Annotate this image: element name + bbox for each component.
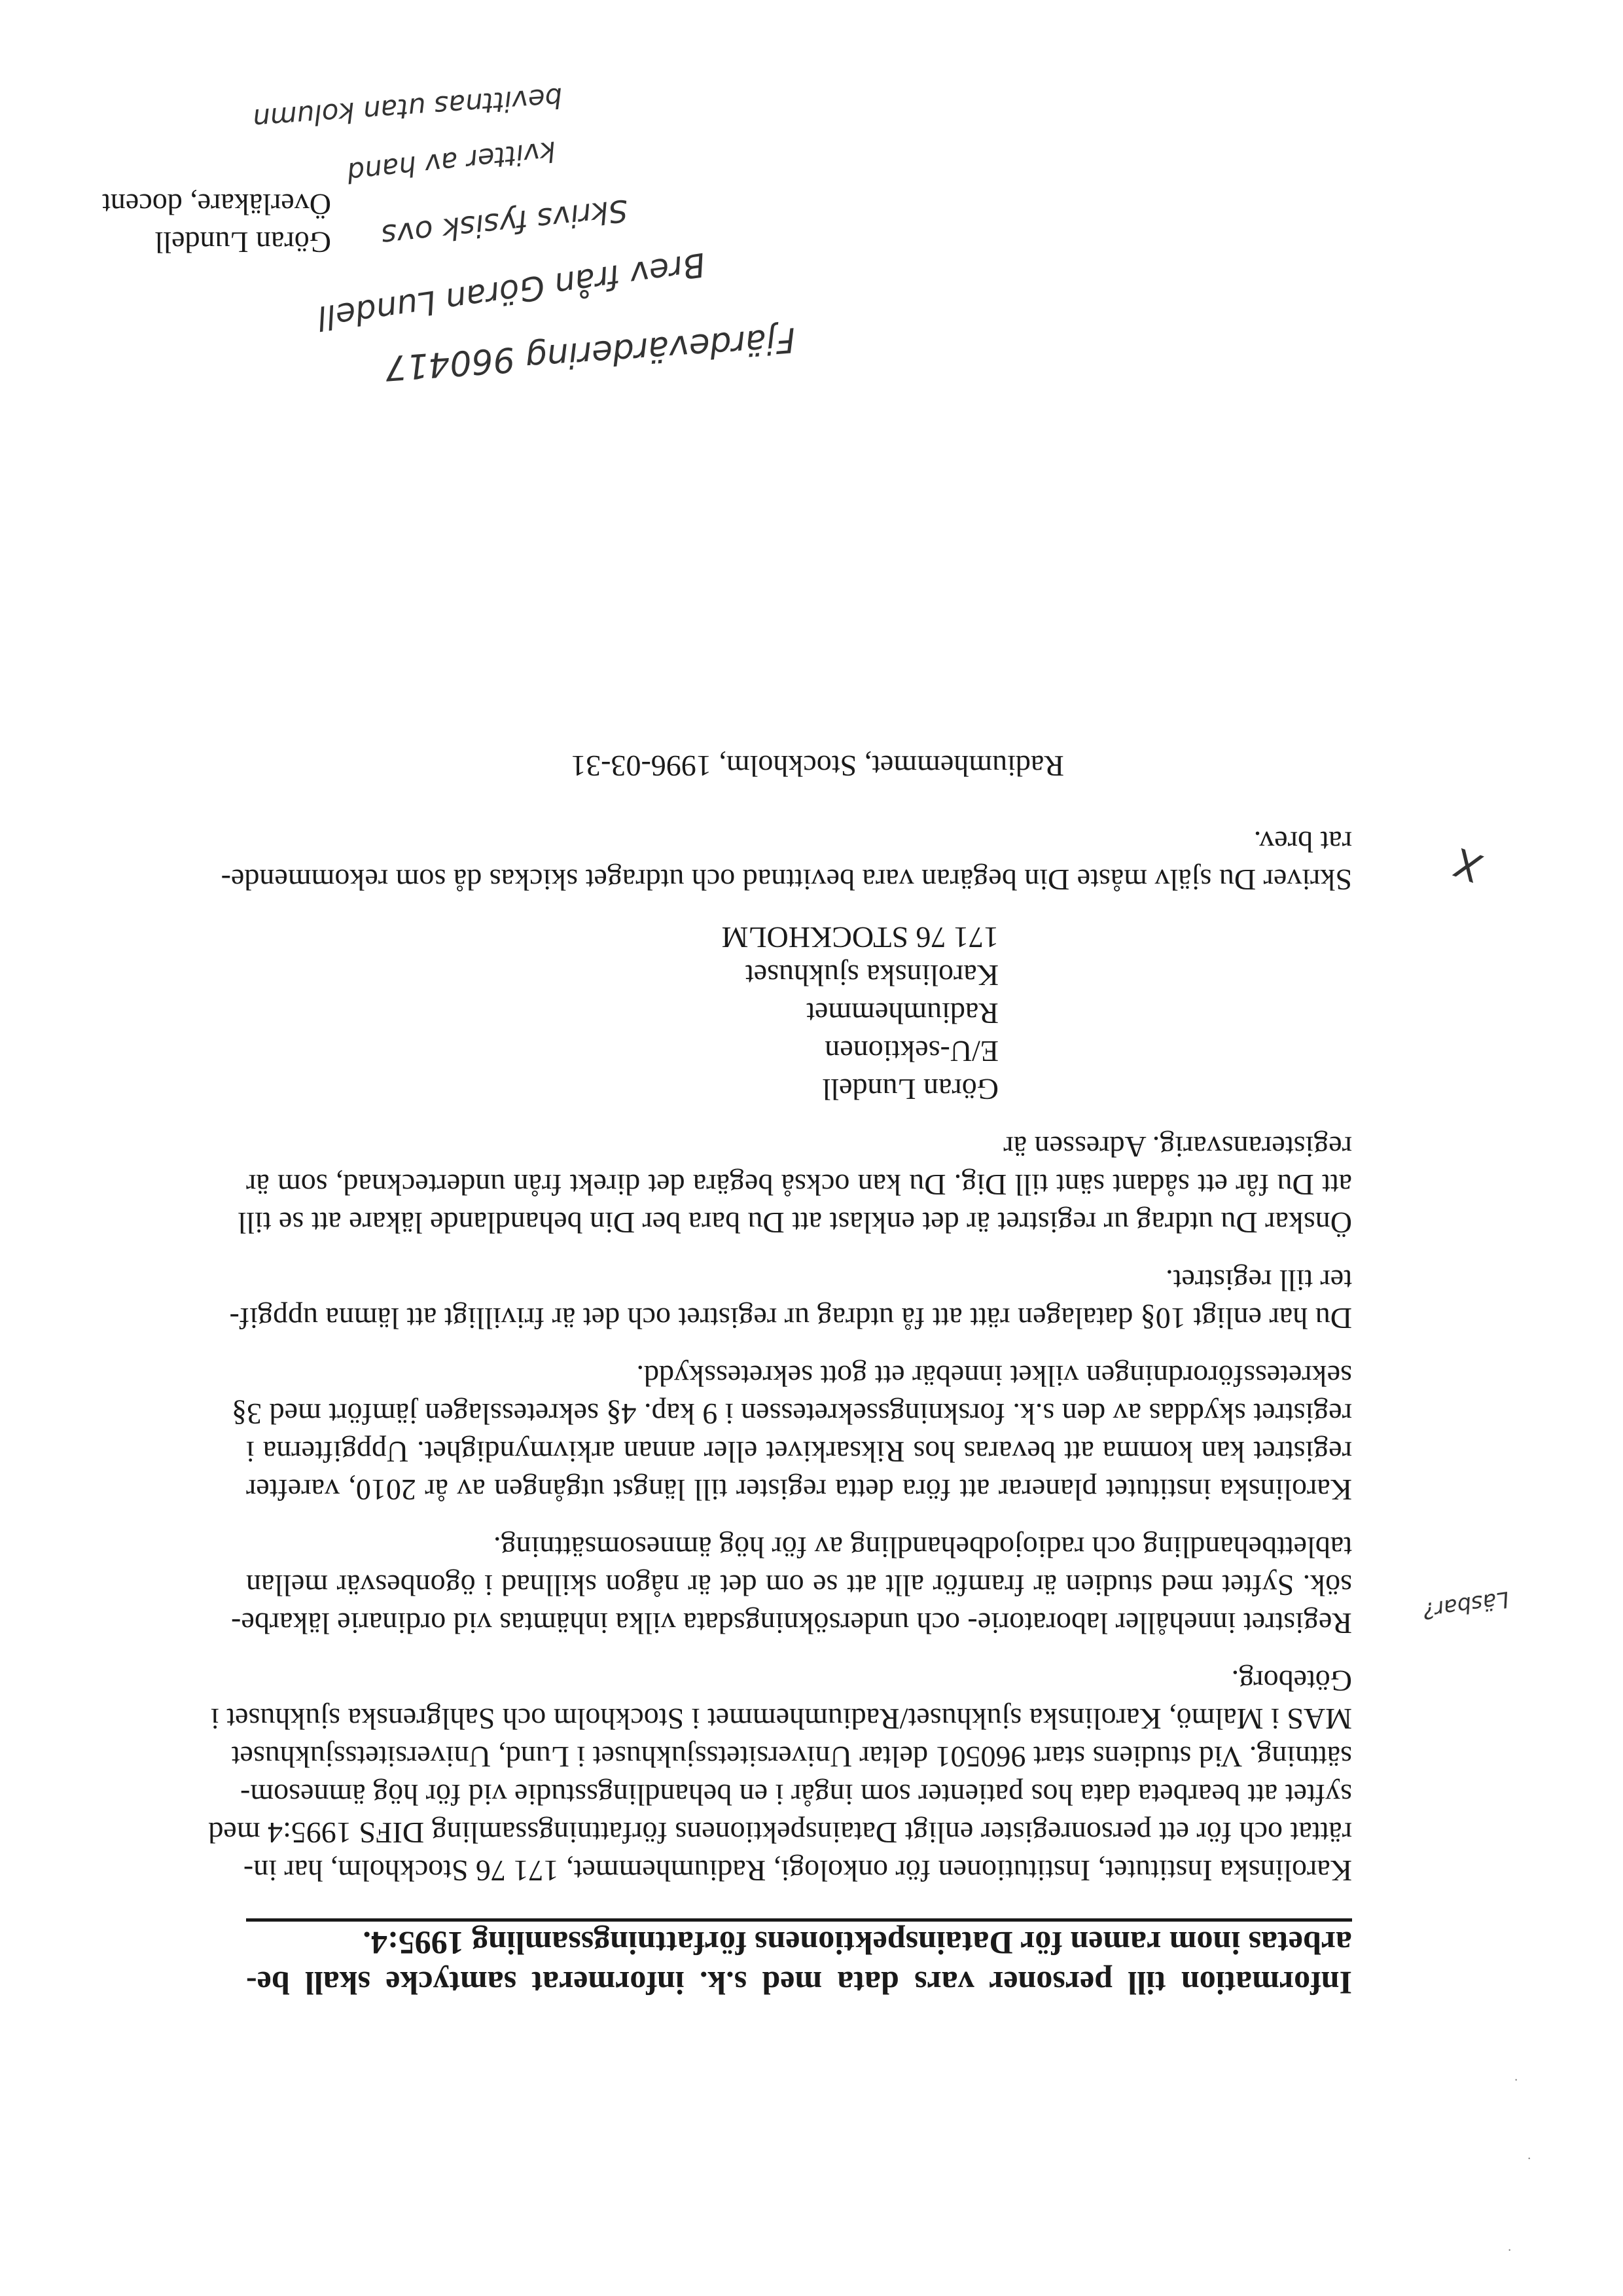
paragraph-3-line-4: sekretessförordningen vilket innebär ett gott sekretesskydd.	[636, 1359, 1352, 1393]
paragraph-5-line-3: registeransvarig. Adressen är	[1003, 1130, 1352, 1164]
paragraph-3-line-3: registret skyddas av den s.k. forskningssekretessen i 9 kap. 4§ sekretesslagen jämfört med 3§	[232, 1397, 1352, 1431]
address-line-2: E/U-sektionen	[825, 1035, 999, 1068]
paragraph-1-line-1: Karolinska Institutet, Institutionen för onkologi, Radiumhemmet, 171 76 Stockholm, har in-	[243, 1854, 1352, 1888]
address-line-1: Göran Lundell	[822, 1073, 999, 1106]
paragraph-1-line-4: sättning. Vid studiens start 960501 deltar Universitetssjukhuset i Lund, Universitetssjukhuset	[231, 1740, 1352, 1774]
handwritten-note-line-2: Brev från Göran Lundell	[315, 245, 708, 338]
paragraph-1-line-3: syftet att bearbeta data hos patienter som ingår i en behandlingsstudie vid för hög ämnesom-	[240, 1778, 1352, 1812]
address-line-4: Karolinska sjukhuset	[745, 959, 999, 992]
paragraph-3-line-2: registret kan komma att bevaras hos Riksarkivet eller annan arkivmyndighet. Uppgifterna i	[246, 1435, 1352, 1469]
paragraph-1-line-2: rättat och för ett personregister enligt Datainspektionens författningssamling DIFS 1995:4 med	[208, 1816, 1352, 1850]
paragraph-4-line-1: Du har enligt 10§ datalagen rätt att få utdrag ur registret och det är frivilligt att lämna uppgif-	[229, 1302, 1352, 1335]
handwritten-note-line-4: kvitter av hand	[346, 135, 558, 189]
handwritten-note-line-5: bevittnas utan kolumn	[251, 81, 564, 135]
paragraph-1-line-6: Göteborg.	[1231, 1664, 1352, 1698]
place-date: Radiumhemmet, Stockholm, 1996-03-31	[571, 749, 1064, 783]
paragraph-1-line-5: MAS i Malmö, Karolinska sjukhuset/Radiumhemmet i Stockholm och Sahlgrenska sjukhuset i	[210, 1702, 1352, 1736]
handwritten-note-line-1: Fjärdevärdering 960417	[383, 319, 797, 387]
paragraph-5-line-2: att Du får ett sådant sänt till Dig. Du kan också begära det direkt från undertecknad, som är	[246, 1168, 1352, 1202]
closing-line-1: Skriver Du själv måste Din begäran vara bevittnad och utdraget skickas då som rekommende-	[221, 863, 1352, 897]
handwritten-note-line-3: Skrivs fysisk ovs	[380, 192, 630, 254]
paragraph-5-line-1: Önskar Du utdrag ur registret är det enklast att Du bara ber Din behandlande läkare att se till	[238, 1206, 1352, 1240]
signature-role: Överläkare, docent	[102, 188, 331, 221]
address-line-3: Radiumhemmet	[806, 997, 999, 1030]
paragraph-2-line-1: Registret innehåller laboratorie- och undersökningsdata vilka inhämtas vid ordinarie läkarbe-	[231, 1607, 1352, 1640]
scan-speck: ·	[1514, 2072, 1518, 2087]
handwritten-margin-note: Läsbar?	[1421, 1586, 1511, 1624]
document-title-line-2: arbetas inom ramen för Datainspektionens författningssamling 1995:4.	[363, 1925, 1352, 1962]
paragraph-4-line-2: ter till registret.	[1166, 1264, 1352, 1297]
scan-speck: ·	[1507, 2242, 1512, 2257]
closing-line-2: rat brev.	[1253, 825, 1352, 859]
paragraph-2-line-2: sök. Syftet med studien är framför allt att se om det är någon skillnad i ögonbesvär mellan	[246, 1569, 1352, 1602]
document-title-line-1: Information till personer vars data med s.k. informerat samtycke skall be-	[246, 1965, 1352, 2001]
signature-name: Göran Lundell	[154, 226, 331, 259]
scan-speck: ·	[1527, 2151, 1531, 2165]
paragraph-3-line-1: Karolinska institutet planerar att föra detta register till längst utgången av år 2010, varefter	[246, 1473, 1352, 1507]
title-underline	[246, 1918, 1352, 1922]
paragraph-2-line-3: tablettbehandling och radiojodbehandling av för hög ämnesomsättning.	[493, 1531, 1352, 1564]
address-line-5: 171 76 STOCKHOLM	[721, 921, 999, 954]
handwritten-margin-cross: X	[1448, 838, 1489, 891]
